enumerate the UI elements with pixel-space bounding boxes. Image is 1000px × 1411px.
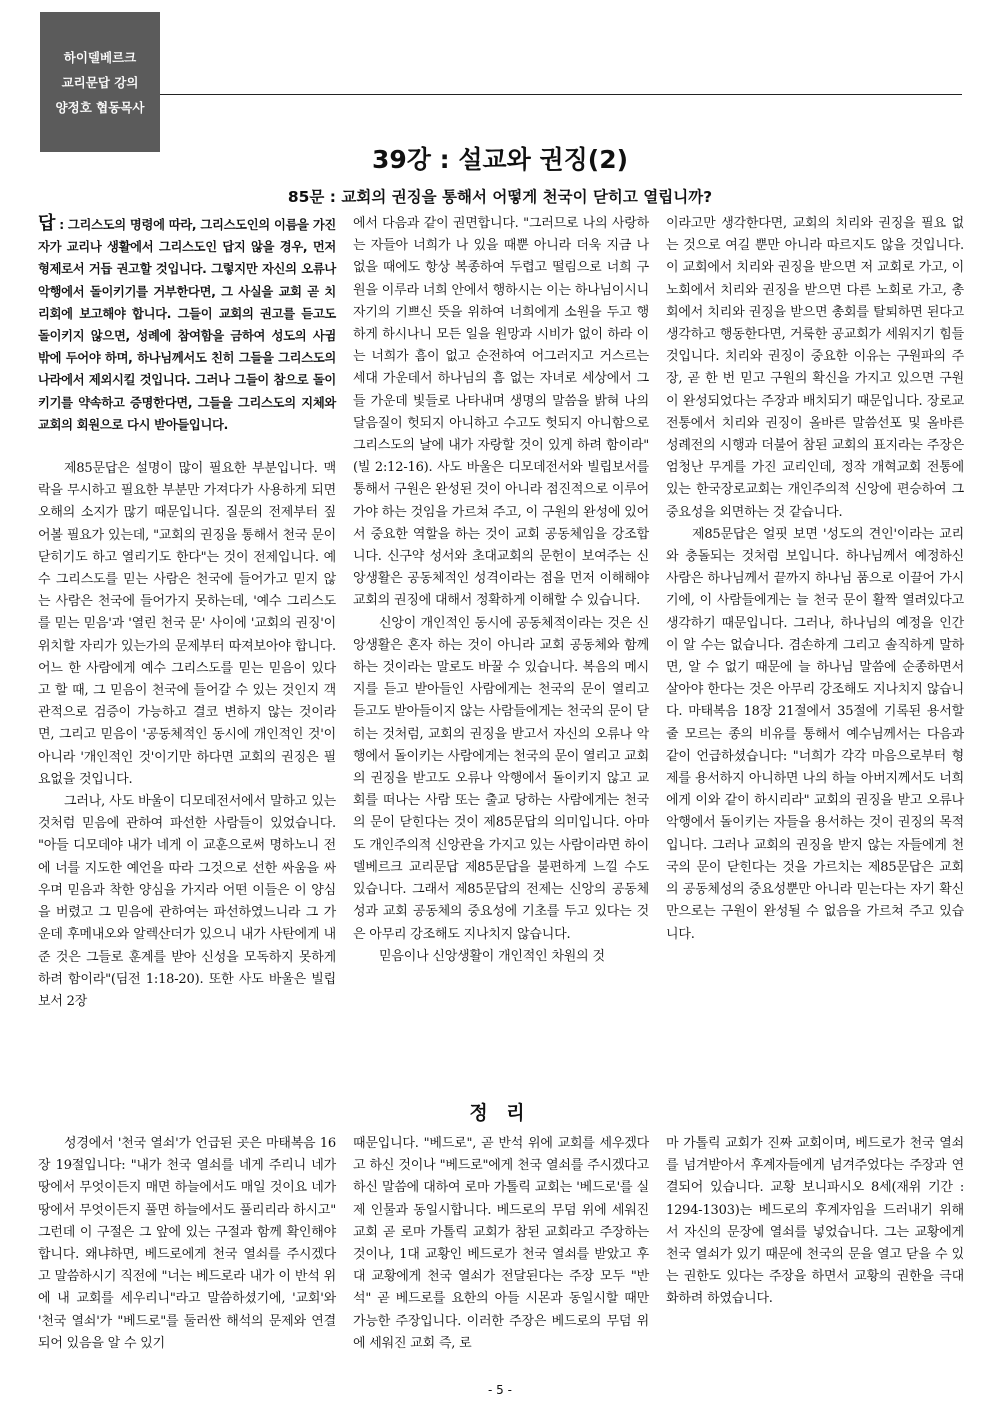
summary-column-3 [666,1133,964,1311]
summary-column-1 [38,1133,336,1355]
summary-paragraph: 마 가톨릭 교회가 진짜 교회이며, 베드로가 천국 열쇠를 넘겨받아서 후계자들에게 넘겨주었다는 주장과 연결되어 있습니다. 교황 보니파시오 8세(재위 기간 : 1294-1303)는 베드로의 후계자임을 드러내기 위해서 자신의 문장에 열쇠를 넣었습니다. 그는 교황에게 천국 열쇠가 있기 때문에 천국의 문을 열고 닫을 수 있는 권한도 있다는 주장을 하면서 교황의 권한을 극대화하려 하였습니다. [666,1136,964,1307]
body-paragraph: 에서 다음과 같이 권면합니다. "그러므로 나의 사랑하는 자들아 너희가 나 있을 때뿐 아니라 더욱 지금 나 없을 때에도 항상 복종하여 두렵고 떨림으로 너희 구원을 이루라 너희 안에서 행하시는 이는 하나님이시니 자기의 기쁘신 뜻을 위하여 너희에게 소원을 두고 행하게 하시나니 모든 일을 원망과 시비가 없이 하라 이는 너희가 흠이 없고 순전하여 어그러지고 거스르는 세대 가운데서 하나님의 흠 없는 자녀로 세상에서 그들 가운데 빛들로 나타내며 생명의 말씀을 밝혀 나의 달음질이 헛되지 아니하고 수고도 헛되지 아니함으로 그리스도의 날에 내가 자랑할 것이 있게 하려 함이라"(빌 2:12-16). 사도 바울은 디모데전서와 빌립보서를 통해서 구원은 완성된 것이 아니라 점진적으로 이루어가야 하는 것임을 가르쳐 주고, 이 구원의 완성에 있어서 중요한 역할을 하는 것이 교회 공동체임을 강조합니다. 신구약 성서와 초대교회의 문헌이 보여주는 신앙생활은 공동체적인 성격이라는 점을 먼저 이해해야 교회의 권징에 대해서 정확하게 이해할 수 있습니다. [353,216,649,609]
header-rule [160,94,962,95]
summary-heading: 정 리 [469,1102,531,1124]
summary-paragraph: 성경에서 '천국 열쇠'가 언급된 곳은 마태복음 16장 19절입니다: "내가 천국 열쇠를 네게 주리니 네가 땅에서 무엇이든지 매면 하늘에서도 매일 것이요 네가 땅에서 무엇이든지 풀면 하늘에서도 풀리리라 하시고" 그런데 이 구절은 그 앞에 있는 구절과 함께 확인해야 합니다. 왜냐하면, 베드로에게 천국 열쇠를 주시겠다고 말씀하시기 직전에 "너는 베드로라 내가 이 반석 위에 내 교회를 세우리니"라고 말씀하셨기에, '교회'와 '천국 열쇠'가 "베드로"를 둘러싼 해석의 문제와 연결되어 있음을 알 수 있기 [38,1136,337,1351]
body-paragraph: 믿음이나 신앙생활이 개인적인 차원의 것 [379,948,605,964]
body-paragraph: 제85문답은 설명이 많이 필요한 부분입니다. 맥락을 무시하고 필요한 부분만 가져다가 사용하게 되면 오해의 소지가 많기 때문입니다. 질문의 전제부터 짚어볼 필요가 있는데, "교회의 권징을 통해서 천국 문이 닫히기도 하고 열리기도 한다"는 것이 전제입니다. 예수 그리스도를 믿는 사람은 천국에 들어가고 믿지 않는 사람은 천국에 들어가지 못하는데, '예수 그리스도를 믿는 믿음'과 '열린 천국 문' 사이에 '교회의 권징'이 위치할 자리가 있는가의 문제부터 따져보아야 합니다. 어느 한 사람에게 예수 그리스도를 믿는 믿음이 있다고 할 때, 그 믿음이 천국에 들어갈 수 있는 것인지 객관적으로 검증이 가능하고 결코 변하지 않는 것이라면, 그리고 믿음이 '공동체적인 동시에 개인적인 것'이 아니라 '개인적인 것'이기만 하다면 교회의 권징은 필요없을 것입니다. [38,461,336,787]
column-3 [666,213,964,946]
body-paragraph: 제85문답은 얼핏 보면 '성도의 견인'이라는 교리와 충돌되는 것처럼 보입니다. 하나님께서 예정하신 사람은 하나님께서 끝까지 하나님 품으로 이끌어 가시기에, 이 사람들에게는 늘 천국 문이 활짝 열려있다고 생각하기 때문입니다. 그러나, 하나님의 예정을 인간이 알 수는 없습니다. 겸손하게 그리고 솔직하게 말하면, 알 수 없기 때문에 늘 하나님 말씀에 순종하면서 살아야 한다는 것은 아무리 강조해도 지나치지 않습니다. 마태복음 18장 21절에서 35절에 기록된 용서할 줄 모르는 종의 비유를 통해서 예수님께서는 다음과 같이 언급하셨습니다: "너희가 각각 마음으로부터 형제를 용서하지 아니하면 나의 하늘 아버지께서도 너희에게 이와 같이 하시리라" 교회의 권징을 받고 오류나 악행에서 돌이키는 자들을 용서하는 것이 권징의 목적입니다. 그러나 교회의 권징을 받지 않는 자들에게 천국의 문이 닫힌다는 것을 가르치는 제85문답은 교회의 공동체성의 중요성뿐만 아니라 믿는다는 자기 확신만으로는 구원이 완성될 수 없음을 가르쳐 주고 있습니다. [666,526,964,942]
body-paragraph: 이라고만 생각한다면, 교회의 치리와 권징을 필요 없는 것으로 여길 뿐만 아니라 따르지도 않을 것입니다. 이 교회에서 치리와 권징을 받으면 저 교회로 가고, 이 노회에서 치리와 권징을 받으면 다른 노회로 가고, 총회에서 치리와 권징을 받으면 총회를 탈퇴하면 된다고 생각하고 행동한다면, 거룩한 공교회가 세워지기 힘들 것입니다. 치리와 권징이 중요한 이유는 구원파의 주장, 곧 한 번 믿고 구원의 확신을 가지고 있으면 구원이 완성되었다는 주장과 배치되기 때문입니다. 장로교 전통에서 치리와 권징이 올바른 말씀선포 및 올바른 성례전의 시행과 더불어 참된 교회의 표지라는 주장은 엄청난 무게를 가진 교리인데, 정작 개혁교회 전통에 있는 한국장로교회는 개인주의적 신앙에 편승하여 그 중요성을 외면하는 것 같습니다. [666,216,964,520]
page-number: - 5 - [488,1383,512,1397]
body-paragraph: 신앙이 개인적인 동시에 공동체적이라는 것은 신앙생활은 혼자 하는 것이 아니라 교회 공동체와 함께하는 것이라는 말로도 바꿀 수 있습니다. 복음의 메시지를 듣고 받아들인 사람에게는 천국의 문이 열리고 듣고도 받아들이지 않는 사람들에게는 천국의 문이 닫히는 것처럼, 교회의 권징을 받고서 자신의 오류나 악행에서 돌이키는 사람에게는 천국의 문이 열리고 교회의 권징을 받고도 오류나 악행에서 돌이키지 않고 교회를 떠나는 사람 또는 출교 당하는 사람에게는 천국의 문이 닫힌다는 것이 제85문답의 의미입니다. 아마도 개인주의적 신앙관을 가지고 있는 사람이라면 하이델베르크 교리문답 제85문답을 불편하게 느낄 수도 있습니다. 그래서 제85문답의 전제는 신앙의 공동체성과 교회 공동체의 중요성에 기초를 두고 있다는 것은 아무리 강조해도 지나치지 않습니다. [353,615,649,942]
tag-line-2: 교리문답 강의 [61,74,139,90]
tag-line-3: 양정호 협동목사 [55,99,145,115]
answer-paragraph [38,213,336,436]
column-1 [38,213,336,1013]
summary-column-2 [353,1133,649,1355]
answer-lead: 답 [38,213,56,234]
page-title: 39강 : 설교와 권징(2) [371,145,629,174]
summary-paragraph: 때문입니다. "베드로", 곧 반석 위에 교회를 세우겠다고 하신 것이나 "베드로"에게 천국 열쇠를 주시겠다고 하신 말씀에 대하여 로마 가톨릭 교회는 '베드로'를 실제 인물과 동일시합니다. 베드로의 무덤 위에 세워진 교회 곧 로마 가톨릭 교회가 참된 교회라고 주장하는 것이나, 1대 교황인 베드로가 천국 열쇠를 받았고 후대 교황에게 천국 열쇠가 전달된다는 주장 모두 "반석" 곧 베드로를 요한의 아들 시몬과 동일시할 때만 가능한 주장입니다. 이러한 주장은 베드로의 무덤 위에 세워진 교회 즉, 로 [353,1136,649,1351]
question-heading: 85문 : 교회의 권징을 통해서 어떻게 천국이 닫히고 열립니까? [287,188,713,206]
body-paragraph: 그러나, 사도 바울이 디모데전서에서 말하고 있는 것처럼 믿음에 관하여 파선한 사람들이 있었습니다. "아들 디모데야 내가 네게 이 교훈으로써 명하노니 전에 너를 지도한 예언을 따라 그것으로 선한 싸움을 싸우며 믿음과 착한 양심을 가지라 어떤 이들은 이 양심을 버렸고 그 믿음에 관하여는 파선하였느니라 그 가운데 후메내오와 알렉산더가 있으니 내가 사탄에게 내준 것은 그들로 훈계를 받아 신성을 모독하지 못하게 하려 함이라"(딤전 1:18-20). 또한 사도 바울은 빌립보서 2장 [38,794,336,1009]
answer-text: : 그리스도의 명령에 따라, 그리스도인의 이름을 가진 자가 교리나 생활에서 그리스도인 답지 않을 경우, 먼저 형제로서 거듭 권고할 것입니다. 그렇지만 자신의 오류나 악행에서 돌이키기를 거부한다면, 그 사실을 교회 곧 치리회에 보고해야 합니다. 그들이 교회의 권고를 듣고도 돌이키지 않으면, 성례에 참여함을 금하여 성도의 사귐 밖에 두어야 하며, 하나님께서도 친히 그들을 그리스도의 나라에서 제외시킬 것입니다. 그러나 그들이 참으로 돌이키기를 약속하고 증명한다면, 그들을 그리스도의 지체와 교회의 회원으로 다시 받아들입니다. [38,218,336,432]
lecture-tag [40,12,160,152]
column-2 [353,213,649,968]
tag-line-1: 하이델베르크 [63,49,137,65]
